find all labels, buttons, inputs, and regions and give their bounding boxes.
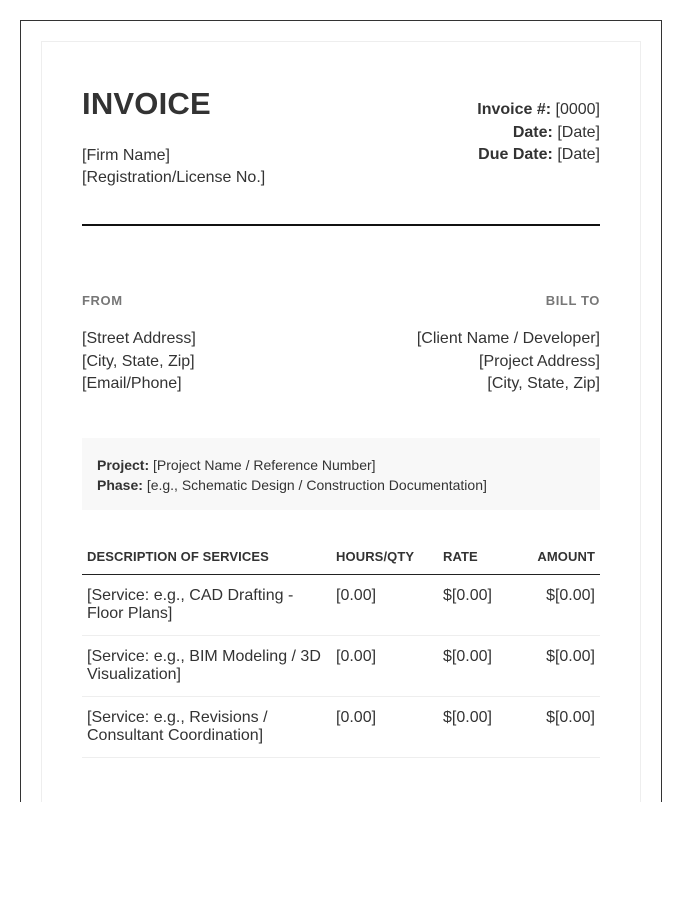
- row-description: [Service: e.g., CAD Drafting - Floor Plans]: [82, 575, 331, 636]
- row-description: [Service: e.g., BIM Modeling / 3D Visualization]: [82, 636, 331, 697]
- from-heading: FROM: [82, 293, 123, 308]
- bill-to-client: [Client Name / Developer]: [416, 330, 600, 347]
- header-amount: AMOUNT: [520, 539, 600, 575]
- row-amount: $[0.00]: [520, 575, 600, 636]
- phase-value: [e.g., Schematic Design / Construction Documentation]: [146, 477, 487, 493]
- row-rate: $[0.00]: [438, 636, 520, 697]
- table-row: [82, 575, 600, 636]
- row-qty: [0.00]: [331, 697, 438, 758]
- invoice-number-label: Invoice #:: [477, 101, 552, 118]
- row-rate: $[0.00]: [438, 575, 520, 636]
- firm-license: [Registration/License No.]: [82, 169, 266, 186]
- from-address: [82, 328, 196, 396]
- table-row: [82, 636, 600, 697]
- invoice-title: INVOICE: [82, 86, 211, 121]
- row-description: [Service: e.g., Revisions / Consultant Coordination]: [82, 697, 331, 758]
- project-value: [Project Name / Reference Number]: [153, 457, 376, 473]
- services-table: [82, 539, 600, 758]
- firm-name: [Firm Name]: [82, 147, 170, 164]
- from-contact: [Email/Phone]: [82, 375, 182, 392]
- header-hours-qty: HOURS/QTY: [331, 539, 438, 575]
- project-line: [97, 455, 585, 475]
- firm-info: [82, 145, 265, 189]
- project-summary-box: [82, 438, 600, 510]
- bill-to-heading: BILL TO: [545, 293, 600, 308]
- row-qty: [0.00]: [331, 575, 438, 636]
- invoice-date-value: [Date]: [557, 123, 600, 141]
- row-amount: $[0.00]: [520, 697, 600, 758]
- table-row: [82, 697, 600, 758]
- invoice-date-label: Date:: [512, 123, 553, 141]
- header-rate: RATE: [438, 539, 520, 575]
- header-description: DESCRIPTION OF SERVICES: [82, 539, 331, 575]
- invoice-meta: [477, 99, 600, 167]
- invoice-date-line: [477, 122, 600, 145]
- from-street: [Street Address]: [82, 330, 196, 347]
- bill-to-city: [City, State, Zip]: [487, 375, 600, 392]
- phase-line: [97, 475, 585, 495]
- due-date-line: [477, 144, 600, 167]
- row-qty: [0.00]: [331, 636, 438, 697]
- due-date-value: [Date]: [557, 146, 600, 163]
- from-city: [City, State, Zip]: [82, 352, 195, 370]
- invoice-number-value: [0000]: [555, 101, 600, 118]
- row-amount: $[0.00]: [520, 636, 600, 697]
- due-date-label: Due Date:: [478, 146, 553, 163]
- bill-to-address: [417, 328, 600, 396]
- invoice-number-line: [477, 99, 600, 122]
- project-label: Project:: [97, 457, 150, 473]
- phase-label: Phase:: [97, 477, 143, 493]
- row-rate: $[0.00]: [438, 697, 520, 758]
- header-divider: [82, 224, 600, 226]
- bill-to-project-address: [Project Address]: [479, 352, 600, 370]
- table-header-row: [82, 539, 600, 575]
